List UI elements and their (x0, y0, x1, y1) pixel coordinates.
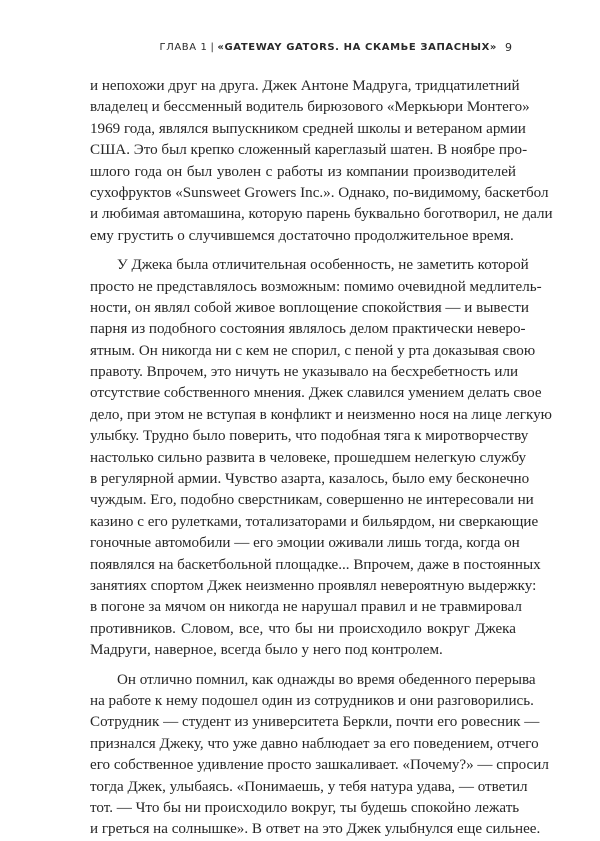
text-line: ности, он являл собой живое воплощение спокойствия — и вывести (90, 299, 529, 316)
text-line: противников. Словом, все, что бы ни происходило вокруг Джека (90, 620, 516, 637)
text-line: и греться на солнышке». В ответ на это Джек улыбнулся еще сильнее. (90, 821, 541, 838)
text-line: владелец и бессменный водитель бирюзового «Меркьюри Монтего» (90, 99, 530, 116)
text-line: на работе к нему подошел один из сотрудников и они разговорились. (90, 692, 534, 709)
text-line: появлялся на баскетбольной площадке... Впрочем, даже в постоянных (90, 556, 541, 573)
text-line: США. Это был крепко сложенный кареглазый шатен. В ноябре про- (90, 142, 528, 159)
text-line: ятным. Он никогда ни с кем не спорил, с пеной у рта доказывая свою (90, 342, 536, 359)
paragraph-2 (90, 255, 552, 661)
text-line: 1969 года, являлся выпускником средней школы и ветераном армии (90, 120, 526, 137)
text-line: Сотрудник — студент из университета Беркли, почти его ровесник — (90, 714, 540, 731)
text-line: отсутствие собственного мнения. Джек славился умением делать свое (90, 385, 542, 402)
text-line: ему грустить о случившемся достаточно продолжительное время. (90, 227, 514, 244)
text-line: Он отлично помнил, как однажды во время обеденного перерыва (117, 671, 536, 688)
chapter-title: «GATEWAY GATORS. НА СКАМЬЕ ЗАПАСНЫХ» (217, 42, 497, 53)
text-line: настолько сильно развита в человеке, прошедшем нелегкую службу (90, 449, 526, 466)
paragraph-1 (90, 76, 553, 247)
text-line: правоту. Впрочем, это ничуть не указывало на бесхребетность или (90, 364, 519, 381)
header-separator: | (210, 42, 215, 53)
text-line: тогда Джек, улыбаясь. «Понимаешь, у тебя натура удава, — ответил (90, 778, 528, 795)
running-head (0, 42, 497, 53)
chapter-label: ГЛАВА 1 (159, 42, 208, 53)
text-line: шлого года он был уволен с работы из компании производителей (90, 163, 516, 180)
text-line: сухофруктов «Sunsweet Growers Inc.». Однако, по-видимому, баскетбол (90, 184, 549, 201)
text-line: просто не представлялось возможным: помимо очевидной медлитель- (90, 278, 542, 295)
text-line: тот. — Что бы ни происходило вокруг, ты будешь спокойно лежать (90, 799, 520, 816)
text-line: улыбку. Трудно было поверить, что подобная тяга к миротворчеству (90, 428, 529, 445)
paragraph-3 (90, 670, 549, 841)
text-line: и любимая автомашина, которую парень буквально боготворил, не дали (90, 206, 553, 223)
text-line: в регулярной армии. Чувство азарта, казалось, было ему бесконечно (90, 471, 530, 488)
text-line: парня из подобного состояния являлось делом практически неверо- (90, 321, 526, 338)
text-line: казино с его рулетками, тотализаторами и бильярдом, ни сверкающие (90, 513, 539, 530)
text-line: Мадруги, наверное, всегда было у него под контролем. (90, 642, 443, 659)
text-line: дело, при этом не вступая в конфликт и неизменно нося на лице легкую (90, 406, 552, 423)
page-number: 9 (505, 41, 512, 54)
body-text (90, 76, 553, 841)
text-line: У Джека была отличительная особенность, не заметить которой (117, 257, 529, 274)
text-line: признался Джеку, что уже давно наблюдает за его поведением, отчего (90, 735, 539, 752)
text-line: и непохожи друг на друга. Джек Антоне Мадруга, тридцатилетний (90, 78, 520, 94)
text-line: чуждым. Его, подобно сверстникам, совершенно не интересовали ни (90, 492, 534, 509)
text-line: занятиях спортом Джек неизменно проявлял невероятную выдержку: (90, 577, 537, 594)
text-line: в погоне за мячом он никогда не нарушал правил и не травмировал (90, 599, 522, 616)
text-line: гоночные автомобили — его эмоции оживали лишь тогда, когда он (90, 535, 520, 552)
text-line: его собственное удивление просто зашкаливает. «Почему?» — спросил (90, 757, 549, 774)
